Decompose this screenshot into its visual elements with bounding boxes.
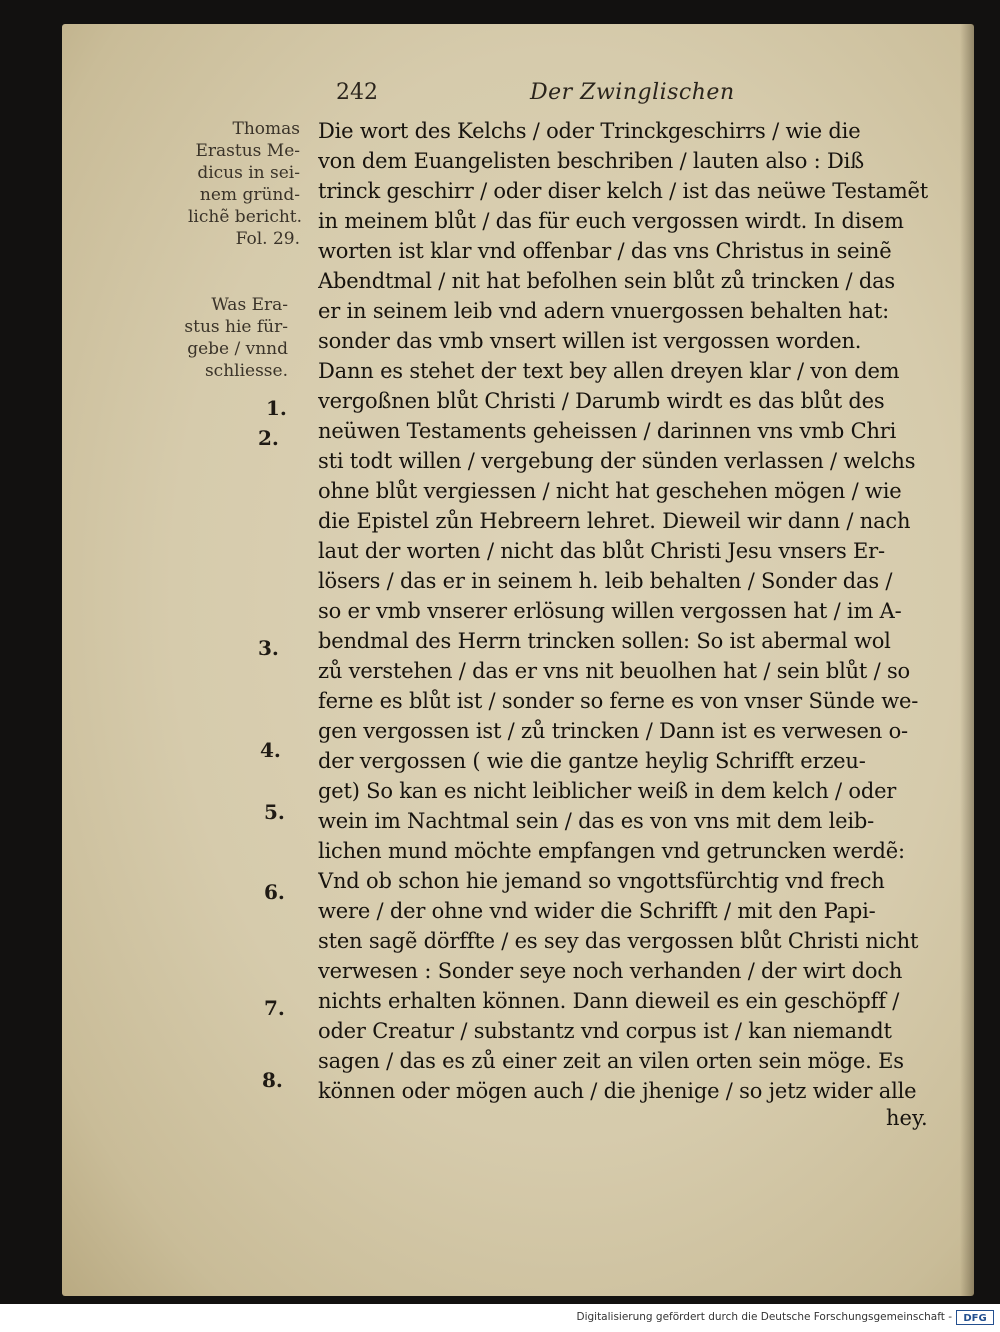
running-head-title: Der Zwinglischen — [530, 80, 735, 105]
text-line: zů verstehen / das er vns nit beuolhen hat / sein blůt / so — [318, 659, 911, 683]
margin-note-line: Was Era- — [211, 295, 288, 315]
footer-bar — [0, 1304, 1000, 1332]
text-line: gen vergossen ist / zů trincken / Dann ist es verwesen o- — [318, 719, 908, 743]
margin-note-reference — [188, 118, 303, 250]
margin-marker: 8. — [262, 1068, 283, 1092]
margin-marker: 5. — [264, 800, 285, 824]
text-line: wein im Nachtmal sein / das es von vns mit dem leib- — [318, 809, 874, 833]
text-line: sagen / das es zů einer zeit an vilen orten sein möge. Es — [318, 1049, 904, 1073]
margin-marker: 2. — [258, 426, 279, 450]
text-line: laut der worten / nicht das blůt Christi Jesu vnsers Er- — [318, 539, 885, 563]
margin-note-line: lichẽ bericht. — [188, 207, 303, 227]
margin-note-line: gebe / vnnd — [187, 339, 288, 359]
text-line: sten sagẽ dörffte / es sey das vergossen blůt Christi nicht — [318, 929, 919, 953]
text-line: in meinem blůt / das für euch vergossen wirdt. In disem — [318, 209, 904, 233]
text-line: lichen mund möchte empfangen vnd getruncken werdẽ: — [318, 839, 905, 863]
text-line: worten ist klar vnd offenbar / das vns Christus in seinẽ — [318, 239, 892, 263]
text-line: ferne es blůt ist / sonder so ferne es von vnser Sünde we- — [318, 689, 919, 713]
text-line: sonder das vmb vnsert willen ist vergossen worden. — [318, 329, 862, 353]
text-line: ohne blůt vergiessen / nicht hat geschehen mögen / wie — [318, 479, 902, 503]
text-line: von dem Euangelisten beschriben / lauten also : Diß — [318, 149, 865, 173]
text-line: lösers / das er in seinem h. leib behalten / Sonder das / — [318, 569, 893, 593]
footer-credit: Digitalisierung gefördert durch die Deutsche Forschungsgemeinschaft - — [576, 1311, 952, 1323]
margin-marker: 3. — [258, 636, 279, 660]
text-line: können oder mögen auch / die jhenige / so jetz wider alle — [318, 1079, 917, 1103]
text-line: so er vmb vnserer erlösung willen vergossen hat / im A- — [318, 599, 902, 623]
text-line: neüwen Testaments geheissen / darinnen vns vmb Chri — [318, 419, 897, 443]
page-number: 242 — [336, 80, 378, 105]
text-line: Abendtmal / nit hat befolhen sein blůt zů trincken / das — [318, 269, 895, 293]
margin-note-line: Fol. 29. — [235, 229, 300, 249]
margin-note-line: dicus in sei- — [197, 163, 300, 183]
text-line: der vergossen ( wie die gantze heylig Schrifft erzeu- — [318, 749, 866, 773]
text-line: get) So kan es nicht leiblicher weiß in dem kelch / oder — [318, 779, 897, 803]
text-line: Vnd ob schon hie jemand so vngottsfürchtig vnd frech — [318, 869, 885, 893]
margin-marker: 4. — [260, 738, 281, 762]
text-line: vergoßnen blůt Christi / Darumb wirdt es das blůt des — [318, 389, 885, 413]
text-line: die Epistel zůn Hebreern lehret. Dieweil wir dann / nach — [318, 509, 911, 533]
body-text — [318, 116, 958, 1106]
margin-note-summary — [176, 294, 288, 382]
text-line: er in seinem leib vnd adern vnuergossen behalten hat: — [318, 299, 889, 323]
catchword: hey. — [886, 1106, 928, 1130]
margin-marker: 6. — [264, 880, 285, 904]
running-head — [320, 80, 800, 112]
text-line: nichts erhalten können. Dann dieweil es ein geschöpff / — [318, 989, 900, 1013]
margin-note-line: schliesse. — [204, 361, 288, 381]
text-line: oder Creatur / substantz vnd corpus ist / kan niemandt — [318, 1019, 892, 1043]
margin-note-line: stus hie für- — [184, 317, 288, 337]
margin-note-line: Thomas — [232, 119, 300, 139]
text-line: Dann es stehet der text bey allen dreyen klar / von dem — [318, 359, 900, 383]
text-line: bendmal des Herrn trincken sollen: So ist abermal wol — [318, 629, 891, 653]
text-line: Die wort des Kelchs / oder Trinckgeschirrs / wie die — [318, 119, 861, 143]
dfg-logo: DFG — [956, 1310, 994, 1325]
margin-marker: 1. — [266, 396, 287, 420]
text-line: were / der ohne vnd wider die Schrifft / mit den Papi- — [318, 899, 876, 923]
margin-marker: 7. — [264, 996, 285, 1020]
text-line: trinck geschirr / oder diser kelch / ist das neüwe Testamẽt — [318, 179, 929, 203]
margin-note-line: Erastus Me- — [195, 141, 300, 161]
text-line: sti todt willen / vergebung der sünden verlassen / welchs — [318, 449, 916, 473]
margin-note-line: nem gründ- — [199, 185, 300, 205]
text-line: verwesen : Sonder seye noch verhanden / der wirt doch — [318, 959, 903, 983]
